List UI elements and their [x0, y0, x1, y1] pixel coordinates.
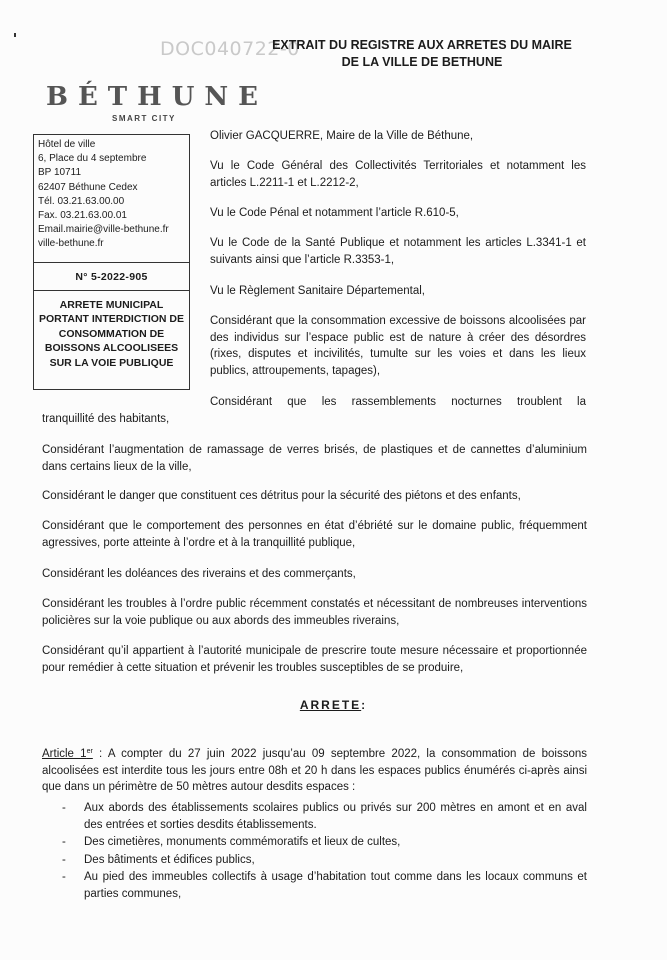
contact-line: BP 10711 — [38, 167, 82, 179]
article-1-text: : A compter du 27 juin 2022 jusqu’au 09 septembre 2022, la consommation de boissons alcoolisées est interdite tous les jours entre 08h et 20 h dans les espaces publics énumérés ci-après ainsi que dans un périmètre de 50 mètres autour desdits espaces : — [42, 748, 587, 794]
contact-email: Email.mairie@ville-bethune.fr — [38, 224, 169, 236]
considerant-paragraph: Considérant l’augmentation de ramassage de verres brisés, de plastiques et de cannettes d’aluminium dans certains lieux de la ville, — [42, 444, 587, 473]
contact-block — [34, 135, 189, 252]
list-item: - Des bâtiments et édifices publics, — [62, 853, 255, 866]
list-item: - Au pied des immeubles collectifs à usage d’habitation tout comme dans les locaux communs et parties communes, — [62, 871, 587, 900]
contact-line: Fax. 03.21.63.00.01 — [38, 210, 127, 222]
decree-number: N° 5-2022-905 — [75, 270, 148, 283]
mayor-line: Olivier GACQUERRE, Maire de la Ville de Béthune, — [210, 130, 474, 142]
arrete-heading: ARRETE: — [299, 698, 368, 712]
document-watermark: DOC040722-0 — [160, 38, 300, 60]
article-1-list — [62, 800, 587, 904]
contact-website: ville-bethune.fr — [38, 238, 104, 250]
considerant-paragraph: Considérant le danger que constituent ces détritus pour la sécurité des piétons et des enfants, — [42, 490, 521, 502]
list-item: - Aux abords des établissements scolaires publics ou privés sur 200 mètres en amont et en aval des entrées et sorties desdits établissements. — [62, 802, 587, 831]
article-1-label: Article 1er — [42, 748, 93, 760]
visa-paragraph: Vu le Code Pénal et notamment l’article R.610-5, — [210, 207, 459, 219]
decree-title: ARRETE MUNICIPAL PORTANT INTERDICTION DE CONSOMMATION DE BOISSONS ALCOOLISEES SUR LA VOIE PUBLIQUE — [38, 298, 185, 369]
article-1 — [42, 746, 587, 796]
contact-line: Hôtel de ville — [38, 139, 96, 150]
scan-margin-mark — [14, 33, 16, 37]
city-logo-wordmark: BÉTHUNE — [46, 82, 268, 112]
visa-paragraph: Vu le Règlement Sanitaire Départemental, — [210, 285, 425, 297]
considerant-paragraph: Considérant les troubles à l’ordre public récemment constatés et nécessitant de nombreuses interventions policières sur la voie publique ou aux abords des immeubles riverains, — [42, 598, 587, 627]
considerant-nocturnal-start: Considérant que les rassemblements nocturnes troublent la — [210, 396, 586, 408]
register-extract-title: EXTRAIT DU REGISTRE AUX ARRETES DU MAIRE DE LA VILLE DE BETHUNE — [272, 38, 572, 69]
considerant-nocturnal-end: tranquillité des habitants, — [42, 413, 170, 425]
city-logo-tagline: SMART CITY — [112, 114, 176, 123]
visa-paragraph: Vu le Code Général des Collectivités Territoriales et notamment les articles L.2211-1 et L.2212-2, — [210, 160, 586, 189]
sidebar-box — [33, 134, 190, 390]
considerant-paragraph: Considérant qu’il appartient à l’autorité municipale de prescrire toute mesure nécessaire et proportionnée pour remédier à cette situation et prévenir les troubles susceptibles de se produire, — [42, 645, 587, 674]
contact-line: Tél. 03.21.63.00.00 — [38, 195, 125, 207]
considerant-paragraph: Considérant les doléances des riverains et des commerçants, — [42, 568, 356, 580]
considerant-paragraph: Considérant que le comportement des personnes en état d’ébriété sur le domaine public, fréquemment agressives, porte atteinte à l’ordre et à la tranquillité publique, — [42, 520, 587, 549]
considerant-paragraph: Considérant que la consommation excessive de boissons alcoolisées par des individus sur l’espace public est de nature à créer des désordres (rixes, disputes et incivilités, tumulte sur les voies et dans les lieux publics, attroupements, tapages), — [210, 315, 586, 377]
list-item: - Des cimetières, monuments commémoratifs et lieux de cultes, — [62, 836, 401, 849]
contact-line: 62407 Béthune Cedex — [38, 181, 138, 193]
arrete-heading-text: ARRETE — [299, 698, 362, 712]
contact-line: 6, Place du 4 septembre — [38, 153, 147, 165]
visa-paragraph: Vu le Code de la Santé Publique et notamment les articles L.3341-1 et suivants ainsi que l’article R.3353-1, — [210, 237, 586, 266]
